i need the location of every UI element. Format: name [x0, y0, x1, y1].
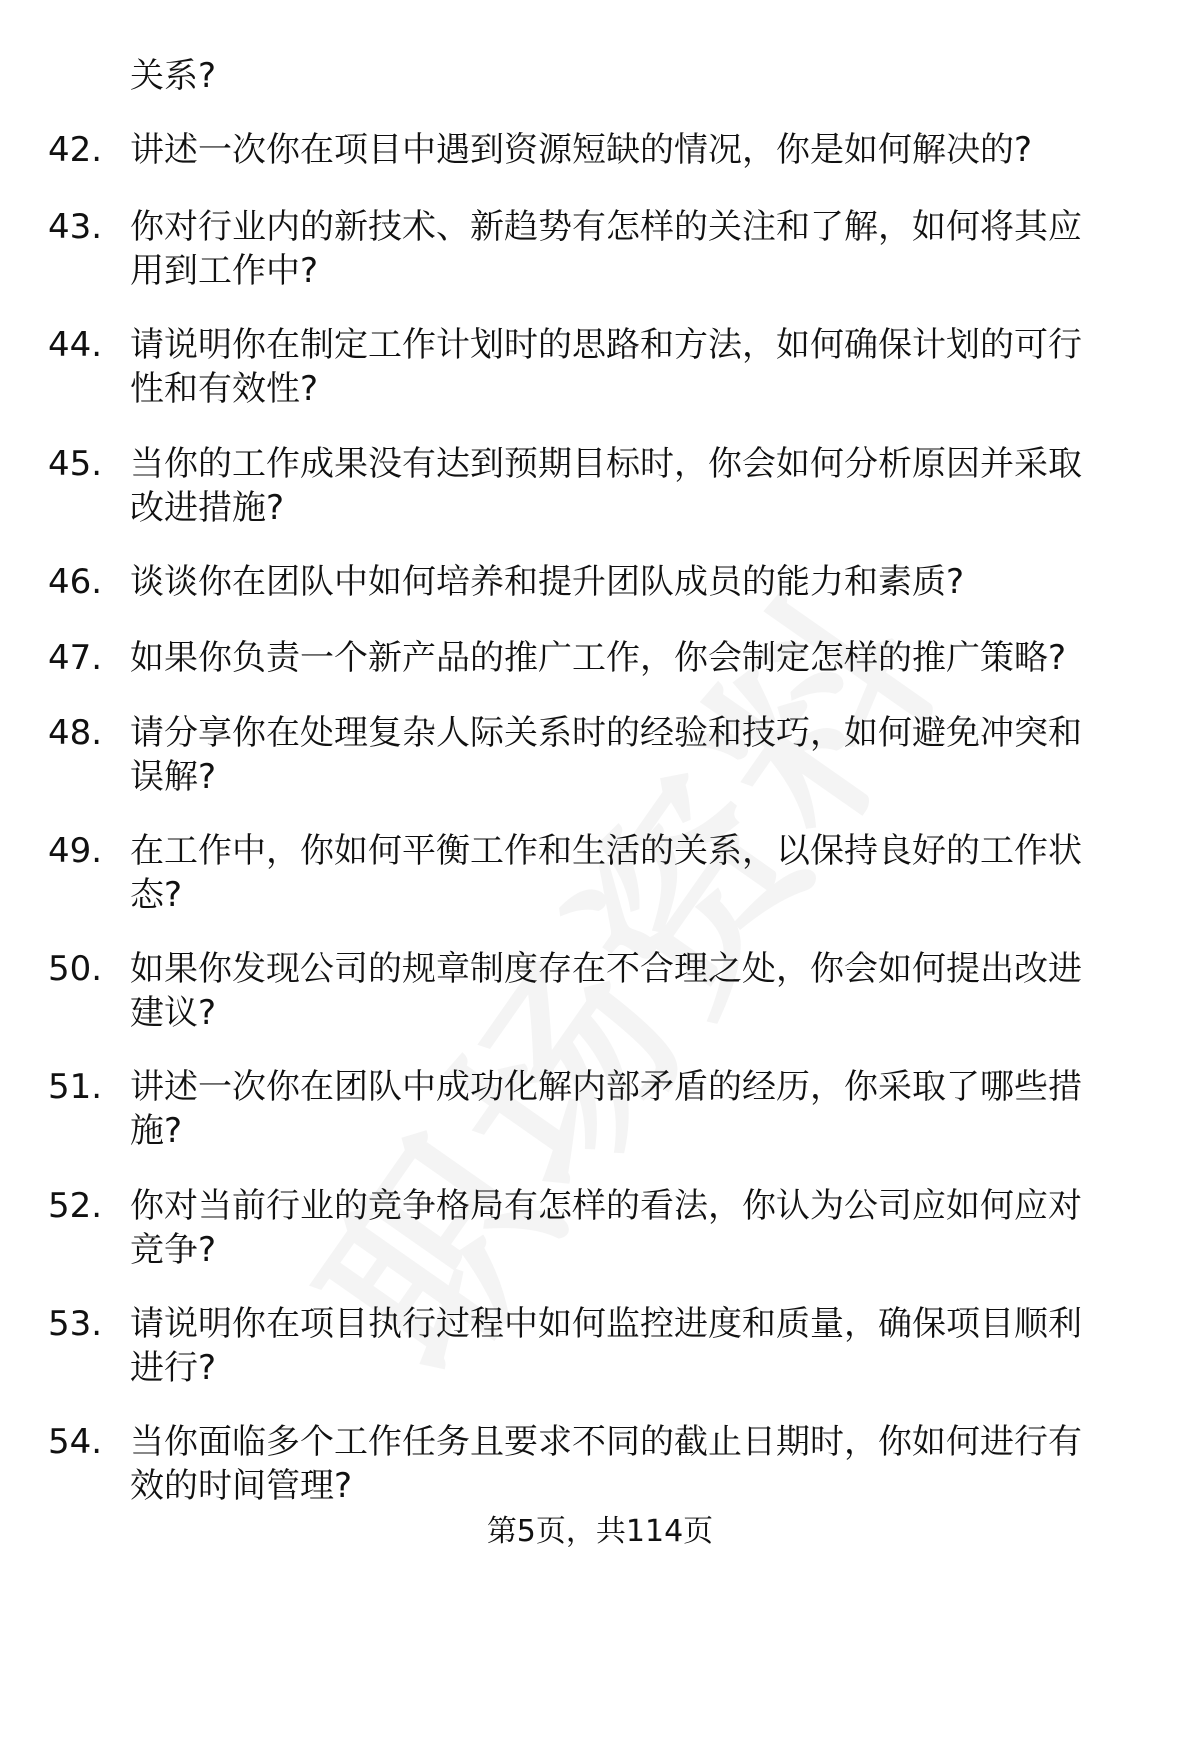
- question-text-line: 你对行业内的新技术、新趋势有怎样的关注和了解，如何将其应: [130, 207, 1082, 247]
- question-text-line: 请说明你在制定工作计划时的思路和方法，如何确保计划的可行: [130, 325, 1082, 365]
- question-text-line: 效的时间管理?: [130, 1466, 353, 1506]
- question-text-line: 在工作中，你如何平衡工作和生活的关系，以保持良好的工作状: [130, 831, 1082, 871]
- question-text-line: 态?: [130, 875, 183, 915]
- question-text-line: 当你的工作成果没有达到预期目标时，你会如何分析原因并采取: [130, 444, 1082, 484]
- question-number: 47.: [48, 638, 103, 678]
- question-text-line: 进行?: [130, 1348, 217, 1388]
- question-number: 50.: [48, 949, 103, 989]
- question-number: 48.: [48, 713, 103, 753]
- question-text-line: 改进措施?: [130, 488, 285, 528]
- question-text-line: 请说明你在项目执行过程中如何监控进度和质量，确保项目顺利: [130, 1304, 1082, 1344]
- question-text-line: 用到工作中?: [130, 251, 319, 291]
- question-text-line: 建议?: [130, 993, 217, 1033]
- question-text-line: 请分享你在处理复杂人际关系时的经验和技巧，如何避免冲突和: [130, 713, 1082, 753]
- page-footer: 第5页，共114页: [486, 1514, 714, 1549]
- question-text-line: 谈谈你在团队中如何培养和提升团队成员的能力和素质?: [130, 562, 965, 602]
- question-number: 42.: [48, 130, 103, 170]
- question-text-line: 施?: [130, 1111, 183, 1151]
- question-number: 52.: [48, 1186, 103, 1226]
- question-number: 43.: [48, 207, 103, 247]
- question-number: 54.: [48, 1422, 103, 1462]
- question-text-line: 讲述一次你在团队中成功化解内部矛盾的经历，你采取了哪些措: [130, 1067, 1082, 1107]
- question-number: 46.: [48, 562, 103, 602]
- question-text-line: 如果你负责一个新产品的推广工作，你会制定怎样的推广策略?: [130, 638, 1067, 678]
- question-number: 44.: [48, 325, 103, 365]
- question-text-line: 当你面临多个工作任务且要求不同的截止日期时，你如何进行有: [130, 1422, 1082, 1462]
- question-number: 53.: [48, 1304, 103, 1344]
- question-text-line: 性和有效性?: [130, 369, 319, 409]
- question-text-line: 竞争?: [130, 1230, 217, 1270]
- question-number: 51.: [48, 1067, 103, 1107]
- question-number: 45.: [48, 444, 103, 484]
- question-text-line: 你对当前行业的竞争格局有怎样的看法，你认为公司应如何应对: [130, 1186, 1082, 1226]
- question-number: 49.: [48, 831, 103, 871]
- question-text-line: 如果你发现公司的规章制度存在不合理之处，你会如何提出改进: [130, 949, 1082, 989]
- continuation-line: 关系?: [130, 56, 217, 96]
- question-text-line: 误解?: [130, 757, 217, 797]
- question-text-line: 讲述一次你在项目中遇到资源短缺的情况，你是如何解决的?: [130, 130, 1033, 170]
